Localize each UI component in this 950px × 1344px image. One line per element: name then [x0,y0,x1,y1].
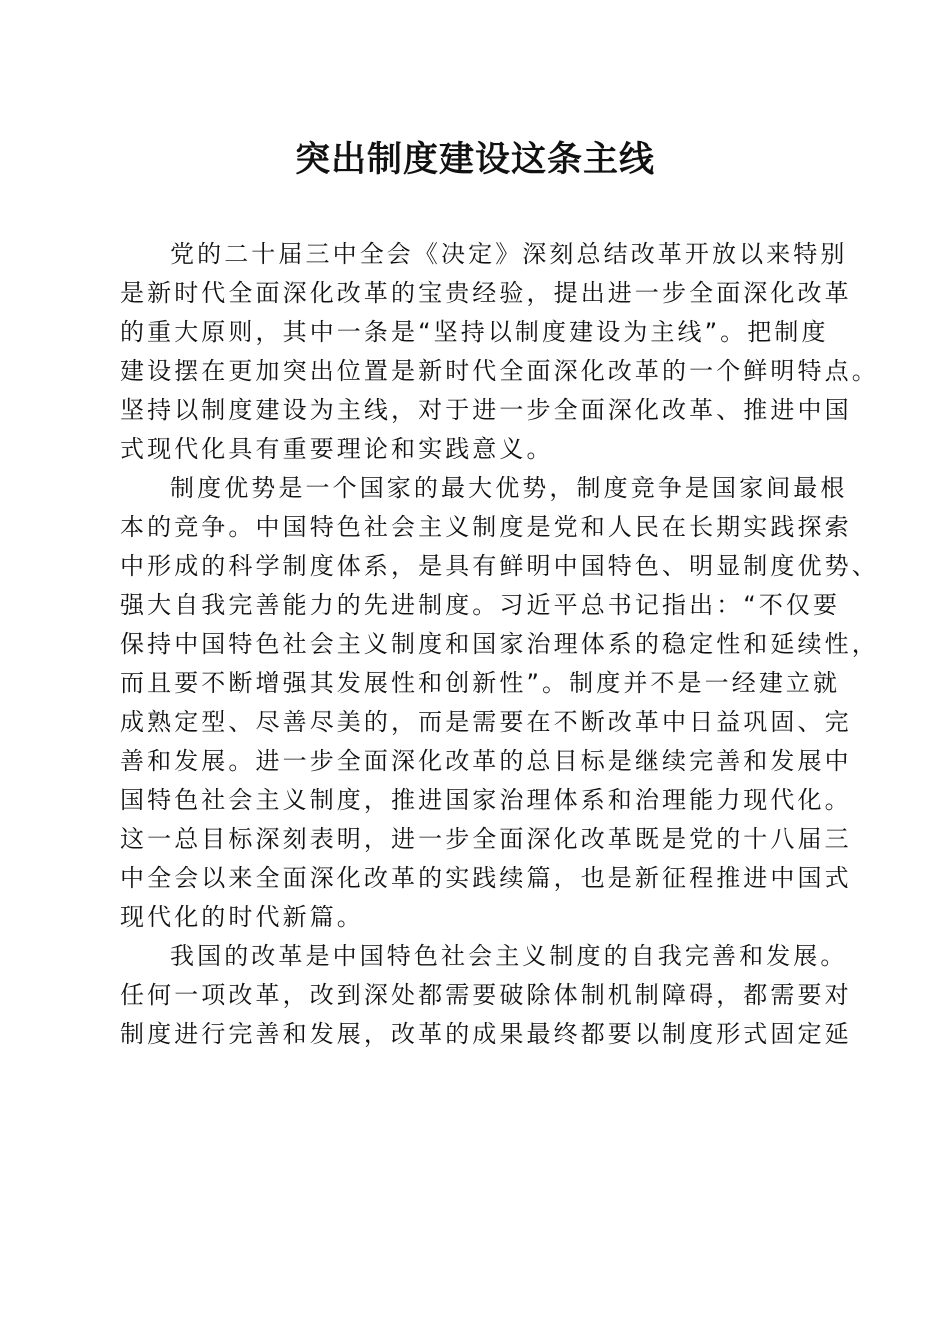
document-body [120,235,879,1054]
paragraph-2-line-1: 制度优势是一个国家的最大优势，制度竞争是国家间最根 [170,474,848,502]
paragraph-1-line-3: 的重大原则，其中一条是“坚持以制度建设为主线”。把制度 [120,318,829,346]
paragraph-2-line-7: 成熟定型、尽善尽美的，而是需要在不断改革中日益巩固、完 [120,708,852,736]
paragraph-2-line-2: 本的竞争。中国特色社会主义制度是党和人民在长期实践探索 [120,513,852,541]
paragraph-2-line-3: 中形成的科学制度体系，是具有鲜明中国特色、明显制度优势、 [120,552,879,580]
paragraph-2-line-11: 中全会以来全面深化改革的实践续篇，也是新征程推进中国式 [120,864,852,892]
paragraph-2-line-4: 强大自我完善能力的先进制度。习近平总书记指出：“不仅要 [120,591,841,619]
paragraph-3-line-2: 任何一项改革，改到深处都需要破除体制机制障碍，都需要对 [120,981,852,1009]
paragraph-2-line-10: 这一总目标深刻表明，进一步全面深化改革既是党的十八届三 [120,825,852,853]
paragraph-3-line-3: 制度进行完善和发展，改革的成果最终都要以制度形式固定延 [120,1020,852,1048]
paragraph-2-line-6: 而且要不断增强其发展性和创新性”。制度并不是一经建立就 [120,669,841,697]
paragraph-1-line-4: 建设摆在更加突出位置是新时代全面深化改革的一个鲜明特点。 [120,357,879,385]
paragraph-1-line-6: 式现代化具有重要理论和实践意义。 [120,435,554,463]
paragraph-1-line-5: 坚持以制度建设为主线，对于进一步全面深化改革、推进中国 [120,396,852,424]
paragraph-2-line-5: 保持中国特色社会主义制度和国家治理体系的稳定性和延续性， [120,630,879,658]
paragraph-1-line-2: 是新时代全面深化改革的宝贵经验，提出进一步全面深化改革 [120,279,852,307]
paragraph-1-line-1: 党的二十届三中全会《决定》深刻总结改革开放以来特别 [170,240,848,268]
paragraph-2-line-9: 国特色社会主义制度，推进国家治理体系和治理能力现代化。 [120,786,852,814]
paragraph-3-line-1: 我国的改革是中国特色社会主义制度的自我完善和发展。 [170,942,848,970]
document-title: 突出制度建设这条主线 [294,139,655,180]
paragraph-2-line-8: 善和发展。进一步全面深化改革的总目标是继续完善和发展中 [120,747,852,775]
paragraph-2-line-12: 现代化的时代新篇。 [120,903,364,931]
